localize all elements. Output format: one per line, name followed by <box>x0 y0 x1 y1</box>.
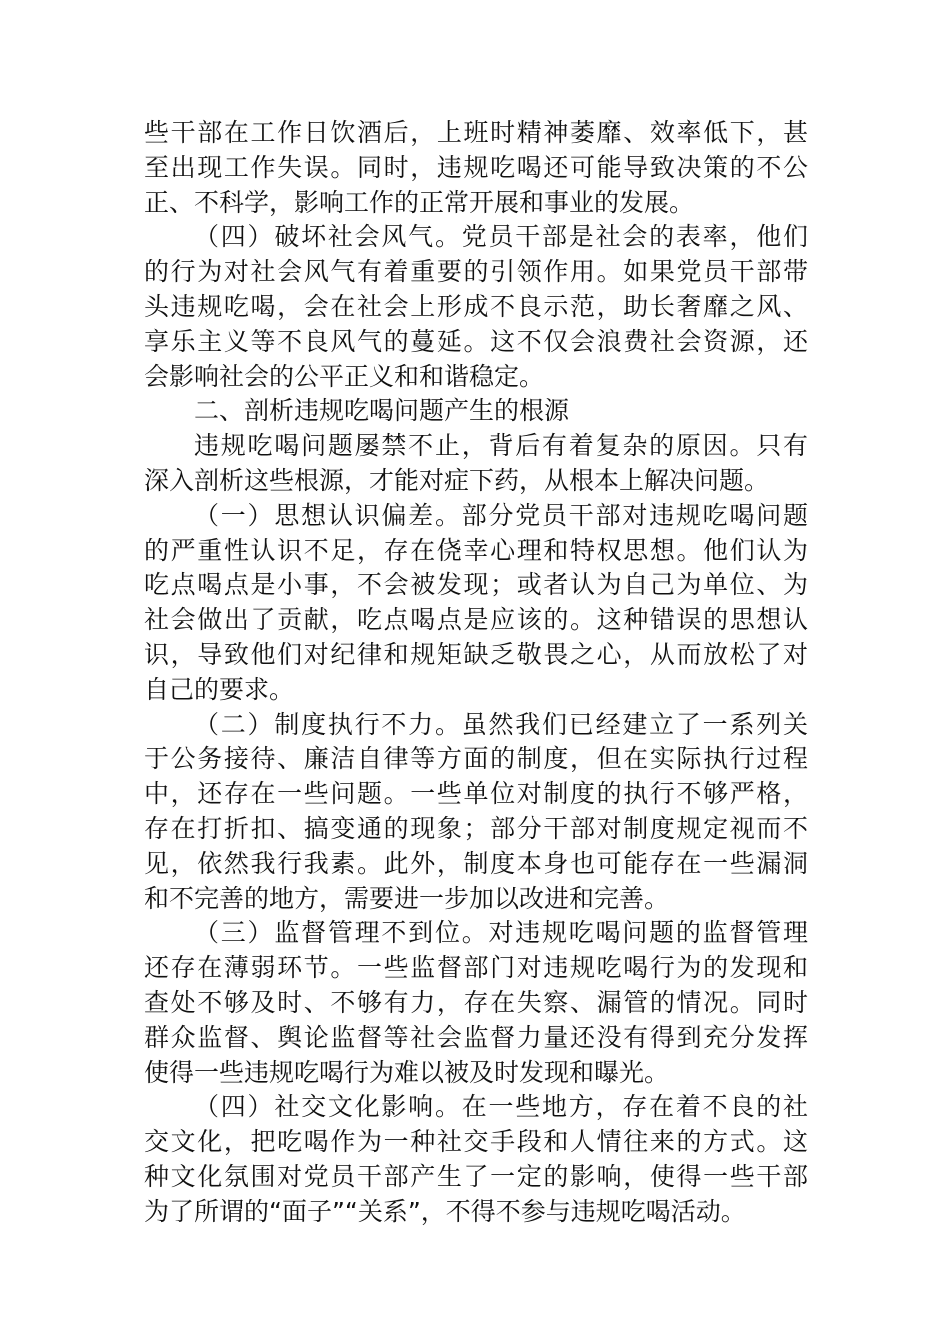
text-line: 使得一些违规吃喝行为难以被及时发现和曝光。 <box>144 1057 670 1087</box>
text-line: 至出现工作失误。同时，违规吃喝还可能导致决策的不公 <box>144 152 808 182</box>
text-line: 识，导致他们对纪律和规矩缺乏敬畏之心，从而放松了对 <box>144 639 808 669</box>
document-body <box>144 116 808 1230</box>
text-line: 正、不科学，影响工作的正常开展和事业的发展。 <box>144 187 695 217</box>
text-line: 社会做出了贡献，吃点喝点是应该的。这种错误的思想认 <box>144 605 808 635</box>
text-line: 还存在薄弱环节。一些监督部门对违规吃喝行为的发现和 <box>144 953 808 983</box>
text-line: 违规吃喝问题屡禁不止，背后有着复杂的原因。只有 <box>194 431 808 461</box>
text-line: 会影响社会的公平正义和和谐稳定。 <box>144 361 545 391</box>
text-line: 吃点喝点是小事，不会被发现；或者认为自己为单位、为 <box>144 570 808 600</box>
text-line: 交文化，把吃喝作为一种社交手段和人情往来的方式。这 <box>144 1127 808 1157</box>
text-line: 二、剖析违规吃喝问题产生的根源 <box>194 396 570 426</box>
text-line: （一）思想认识偏差。部分党员干部对违规吃喝问题 <box>194 500 808 530</box>
text-line: （二）制度执行不力。虽然我们已经建立了一系列关 <box>194 709 808 739</box>
text-line: 于公务接待、廉洁自律等方面的制度，但在实际执行过程 <box>144 744 808 774</box>
text-line: 的行为对社会风气有着重要的引领作用。如果党员干部带 <box>144 257 808 287</box>
text-line: 头违规吃喝，会在社会上形成不良示范，助长奢靡之风、 <box>144 291 808 321</box>
text-line: 存在打折扣、搞变通的现象；部分干部对制度规定视而不 <box>144 813 808 843</box>
text-line: （四）社交文化影响。在一些地方，存在着不良的社 <box>194 1092 808 1122</box>
text-line: （四）破坏社会风气。党员干部是社会的表率，他们 <box>194 222 808 252</box>
text-line: 中，还存在一些问题。一些单位对制度的执行不够严格， <box>144 779 808 809</box>
text-line: 和不完善的地方，需要进一步加以改进和完善。 <box>144 883 670 913</box>
text-line: 查处不够及时、不够有力，存在失察、漏管的情况。同时 <box>144 987 808 1017</box>
text-line: 为了所谓的“面子”“关系”，不得不参与违规吃喝活动。 <box>144 1196 746 1226</box>
text-line: 些干部在工作日饮酒后，上班时精神萎靡、效率低下，甚 <box>144 118 808 147</box>
text-line: 见，依然我行我素。此外，制度本身也可能存在一些漏洞 <box>144 848 808 878</box>
text-line: 种文化氛围对党员干部产生了一定的影响，使得一些干部 <box>144 1161 808 1191</box>
text-line: 自己的要求。 <box>144 674 295 704</box>
text-line: 享乐主义等不良风气的蔓延。这不仅会浪费社会资源，还 <box>144 326 808 356</box>
text-line: （三）监督管理不到位。对违规吃喝问题的监督管理 <box>194 918 808 948</box>
text-line: 深入剖析这些根源，才能对症下药，从根本上解决问题。 <box>144 465 770 495</box>
text-line: 的严重性认识不足，存在侥幸心理和特权思想。他们认为 <box>144 535 808 565</box>
text-line: 群众监督、舆论监督等社会监督力量还没有得到充分发挥 <box>144 1022 808 1052</box>
